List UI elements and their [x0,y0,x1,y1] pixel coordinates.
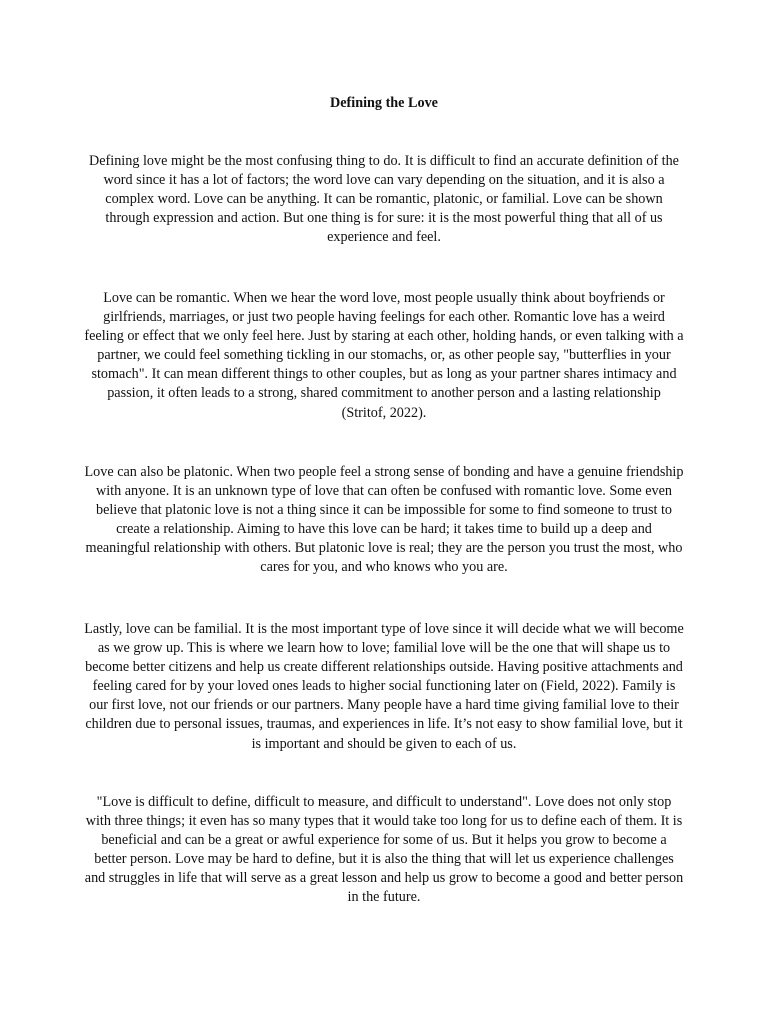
paragraph-romantic-love: Love can be romantic. When we hear the word love, most people usually think about boyfriends or girlfriends, marriages, or just two people having feelings for each other. Romantic love has a weird feeling or effect that we only feel here. Just by staring at each other, holding hands, or even talking with a partner, we could feel something tickling in our stomachs, or, as other people say, "butterflies in your stomach". It can mean different things to other couples, but as long as your partner shares intimacy and passion, it often leads to a strong, shared commitment to another person and a lasting relationship (Stritof, 2022). [84,290,684,421]
document-title: Defining the Love [330,95,438,111]
paragraph-conclusion: "Love is difficult to define, difficult to measure, and difficult to understand". Love does not only stop with three things; it even has so many types that it would take too long for us to define each of them. It is beneficial and can be a great or awful experience for some of us. But it helps you grow to become a better person. Love may be hard to define, but it is also the thing that will let us experience challenges and struggles in life that will serve as a great lesson and help us grow to become a good and better person in the future. [84,794,684,906]
paragraph-platonic-love: Love can also be platonic. When two people feel a strong sense of bonding and have a genuine friendship with anyone. It is an unknown type of love that can often be confused with romantic love. Some even believe that platonic love is not a thing since it can be impossible for some to find someone to trust to create a relationship. Aiming to have this love can be hard; it takes time to build up a deep and meaningful relationship with others. But platonic love is real; they are the person you trust the most, who cares for you, and who knows who you are. [84,464,684,576]
paragraph-familial-love: Lastly, love can be familial. It is the most important type of love since it will decide what we will become as we grow up. This is where we learn how to love; familial love will be the one that will shape us to become better citizens and help us create different relationships outside. Having positive attachments and feeling cared for by your loved ones leads to higher social functioning later on (Field, 2022). Family is our first love, not our friends or our partners. Many people have a hard time giving familial love to their children due to personal issues, traumas, and experiences in life. It’s not easy to show familial love, but it is important and should be given to each of us. [84,621,684,752]
paragraph-introduction: Defining love might be the most confusing thing to do. It is difficult to find an accurate definition of the word since it has a lot of factors; the word love can vary depending on the situation, and it is also a complex word. Love can be anything. It can be romantic, platonic, or familial. Love can be shown through expression and action. But one thing is for sure: it is the most powerful thing that all of us experience and feel. [89,153,679,246]
